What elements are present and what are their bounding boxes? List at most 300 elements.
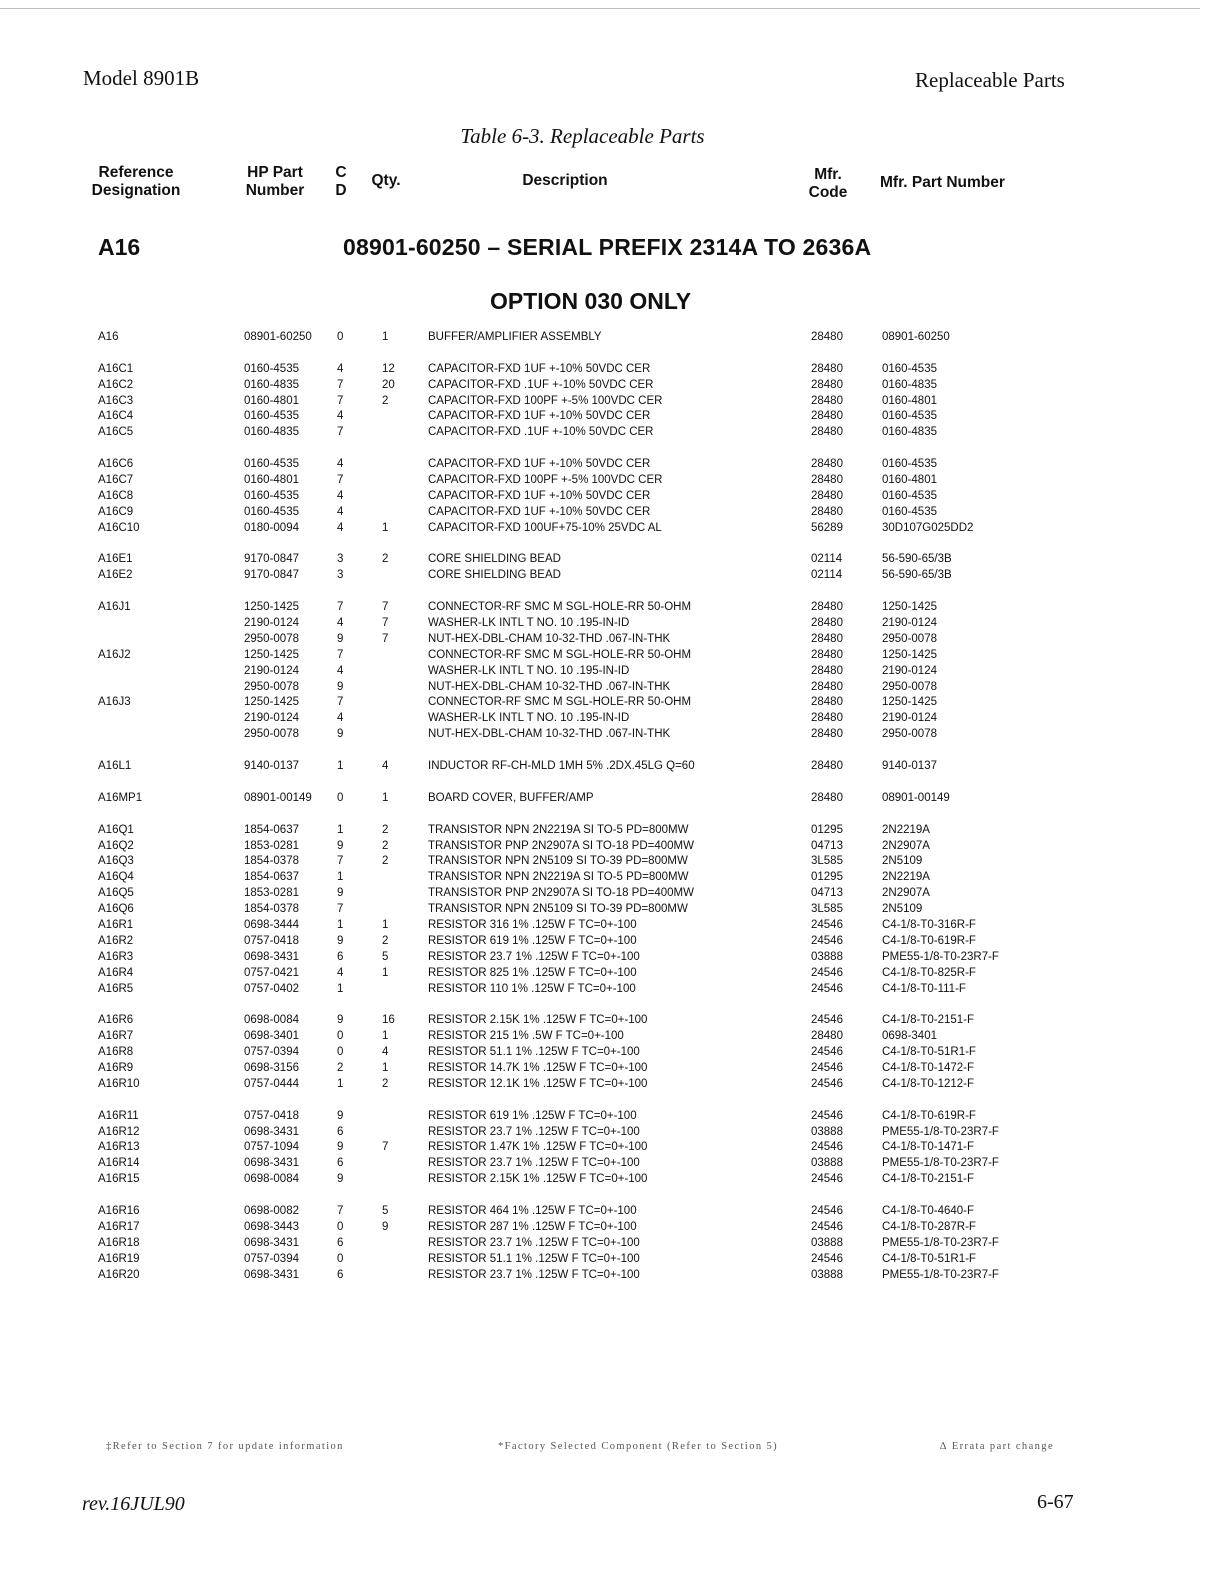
cell-reference: A16R7 (98, 1030, 134, 1043)
cell-description: CAPACITOR-FXD 1UF +-10% 50VDC CER (428, 505, 651, 518)
table-row (0, 887, 1225, 903)
table-row (0, 1141, 1225, 1157)
cell-description: RESISTOR 51.1 1% .125W F TC=0+-100 (428, 1252, 640, 1265)
cell-description: RESISTOR 14.7K 1% .125W F TC=0+-100 (428, 1061, 648, 1074)
cell-mfr-part-number: C4-1/8-T0-51R1-F (882, 1046, 976, 1059)
cell-mfr-code: 28480 (811, 648, 843, 661)
cell-hp-part-number: 1853-0281 (244, 887, 299, 900)
cell-description: RESISTOR 23.7 1% .125W F TC=0+-100 (428, 1236, 640, 1249)
col-header-reference: Reference Designation (91, 164, 181, 199)
cell-hp-part-number: 0698-3401 (244, 1030, 299, 1043)
cell-description: CAPACITOR-FXD 1UF +-10% 50VDC CER (428, 362, 651, 375)
cell-cd: 0 (337, 1030, 344, 1043)
cell-mfr-part-number: 30D107G025DD2 (882, 521, 974, 534)
cell-reference: A16R17 (98, 1220, 140, 1233)
table-row (0, 1110, 1225, 1126)
cell-mfr-code: 02114 (811, 569, 843, 582)
table-row (0, 601, 1225, 617)
assembly-serial-prefix: 08901-60250 – SERIAL PREFIX 2314A TO 2636A (343, 234, 872, 260)
cell-cd: 9 (337, 1014, 344, 1027)
cell-mfr-part-number: PME55-1/8-T0-23R7-F (882, 950, 999, 963)
cell-mfr-part-number: C4-1/8-T0-2151-F (882, 1014, 975, 1027)
cell-mfr-part-number: PME55-1/8-T0-23R7-F (882, 1157, 999, 1170)
cell-reference: A16Q3 (98, 855, 134, 868)
table-row (0, 840, 1225, 856)
cell-description: RESISTOR 12.1K 1% .125W F TC=0+-100 (428, 1077, 648, 1090)
footnote-errata: ∆ Errata part change (940, 1441, 1054, 1452)
cell-mfr-part-number: C4-1/8-T0-51R1-F (882, 1252, 976, 1265)
cell-reference: A16R13 (98, 1141, 140, 1154)
cell-qty: 5 (382, 1204, 389, 1217)
cell-description: TRANSISTOR PNP 2N2907A SI TO-18 PD=400MW (428, 839, 694, 852)
cell-description: RESISTOR 619 1% .125W F TC=0+-100 (428, 1109, 637, 1122)
table-row (0, 1078, 1225, 1094)
table-row (0, 935, 1225, 951)
cell-description: RESISTOR 23.7 1% .125W F TC=0+-100 (428, 950, 640, 963)
cell-mfr-part-number: 9140-0137 (882, 760, 937, 773)
cell-hp-part-number: 0757-1094 (244, 1141, 299, 1154)
cell-reference: A16Q2 (98, 839, 134, 852)
table-row (0, 871, 1225, 887)
cell-mfr-part-number: 0160-4535 (882, 410, 937, 423)
table-row (0, 1221, 1225, 1237)
cell-mfr-code: 28480 (811, 394, 843, 407)
cell-description: WASHER-LK INTL T NO. 10 .195-IN-ID (428, 664, 630, 677)
cell-hp-part-number: 0698-0082 (244, 1204, 299, 1217)
cell-reference: A16L1 (98, 760, 132, 773)
cell-cd: 9 (337, 680, 344, 693)
cell-description: RESISTOR 619 1% .125W F TC=0+-100 (428, 934, 637, 947)
cell-description: CORE SHIELDING BEAD (428, 569, 561, 582)
cell-description: WASHER-LK INTL T NO. 10 .195-IN-ID (428, 712, 630, 725)
cell-mfr-part-number: C4-1/8-T0-316R-F (882, 918, 976, 931)
cell-cd: 3 (337, 569, 344, 582)
cell-cd: 4 (337, 664, 344, 677)
col-header-description: Description (522, 172, 608, 189)
col-header-mfr-code: Mfr. Code (808, 166, 848, 201)
table-row (0, 855, 1225, 871)
cell-qty: 16 (382, 1014, 395, 1027)
cell-cd: 7 (337, 648, 344, 661)
cell-hp-part-number: 1854-0637 (244, 871, 299, 884)
cell-hp-part-number: 0698-0084 (244, 1173, 299, 1186)
cell-cd: 1 (337, 982, 344, 995)
cell-reference: A16Q4 (98, 871, 134, 884)
table-row (0, 951, 1225, 967)
cell-qty: 1 (382, 1030, 389, 1043)
cell-cd: 1 (337, 918, 344, 931)
cell-mfr-part-number: C4-1/8-T0-619R-F (882, 934, 976, 947)
cell-hp-part-number: 1250-1425 (244, 601, 299, 614)
table-row (0, 1030, 1225, 1046)
cell-mfr-part-number: C4-1/8-T0-2151-F (882, 1173, 975, 1186)
cell-qty: 7 (382, 617, 389, 630)
cell-mfr-code: 28480 (811, 410, 843, 423)
cell-cd: 4 (337, 489, 344, 502)
table-row (0, 1046, 1225, 1062)
cell-description: CAPACITOR-FXD 1UF +-10% 50VDC CER (428, 458, 651, 471)
cell-cd: 6 (337, 950, 344, 963)
cell-mfr-code: 03888 (811, 1157, 843, 1170)
cell-cd: 1 (337, 871, 344, 884)
cell-reference: A16J2 (98, 648, 131, 661)
cell-hp-part-number: 1250-1425 (244, 696, 299, 709)
cell-qty: 4 (382, 1046, 389, 1059)
model-header: Model 8901B (83, 66, 200, 90)
cell-description: CAPACITOR-FXD .1UF +-10% 50VDC CER (428, 426, 654, 439)
cell-mfr-code: 24546 (811, 1252, 843, 1265)
cell-mfr-part-number: 0698-3401 (882, 1030, 937, 1043)
cell-reference: A16C2 (98, 378, 134, 391)
cell-description: CAPACITOR-FXD 100UF+75-10% 25VDC AL (428, 521, 662, 534)
cell-cd: 2 (337, 1061, 344, 1074)
cell-reference: A16R19 (98, 1252, 140, 1265)
cell-cd: 0 (337, 1046, 344, 1059)
cell-qty: 12 (382, 362, 395, 375)
table-row (0, 506, 1225, 522)
cell-cd: 4 (337, 505, 344, 518)
cell-description: CONNECTOR-RF SMC M SGL-HOLE-RR 50-OHM (428, 648, 692, 661)
cell-reference: A16E2 (98, 569, 133, 582)
cell-qty: 1 (382, 1061, 389, 1074)
cell-mfr-part-number: PME55-1/8-T0-23R7-F (882, 1125, 999, 1138)
parts-table (0, 331, 1225, 1284)
table-row (0, 1237, 1225, 1253)
cell-mfr-part-number: 0160-4801 (882, 394, 937, 407)
cell-mfr-part-number: 2N2219A (882, 823, 930, 836)
cell-mfr-code: 24546 (811, 1014, 843, 1027)
cell-reference: A16R20 (98, 1268, 140, 1281)
cell-qty: 2 (382, 553, 389, 566)
cell-description: TRANSISTOR NPN 2N5109 SI TO-39 PD=800MW (428, 903, 688, 916)
footnote-update-info: ‡Refer to Section 7 for update information (106, 1441, 344, 1452)
table-row (0, 395, 1225, 411)
assembly-designation: A16 (98, 234, 141, 260)
cell-reference: A16Q1 (98, 823, 134, 836)
cell-mfr-code: 28480 (811, 1030, 843, 1043)
cell-reference: A16C8 (98, 489, 134, 502)
cell-description: RESISTOR 464 1% .125W F TC=0+-100 (428, 1204, 637, 1217)
cell-mfr-code: 24546 (811, 1220, 843, 1233)
cell-hp-part-number: 08901-00149 (244, 791, 312, 804)
cell-description: RESISTOR 287 1% .125W F TC=0+-100 (428, 1220, 637, 1233)
table-row (0, 1205, 1225, 1221)
cell-qty: 20 (382, 378, 395, 391)
cell-reference: A16E1 (98, 553, 133, 566)
cell-reference: A16J1 (98, 601, 131, 614)
cell-hp-part-number: 0160-4535 (244, 410, 299, 423)
cell-cd: 9 (337, 728, 344, 741)
cell-mfr-code: 28480 (811, 601, 843, 614)
cell-cd: 7 (337, 474, 344, 487)
cell-description: RESISTOR 2.15K 1% .125W F TC=0+-100 (428, 1173, 648, 1186)
cell-hp-part-number: 0698-3431 (244, 1125, 299, 1138)
cell-mfr-code: 28480 (811, 696, 843, 709)
cell-qty: 2 (382, 394, 389, 407)
cell-mfr-code: 01295 (811, 823, 843, 836)
cell-mfr-part-number: 1250-1425 (882, 601, 937, 614)
cell-mfr-part-number: 0160-4801 (882, 474, 937, 487)
cell-description: NUT-HEX-DBL-CHAM 10-32-THD .067-IN-THK (428, 680, 671, 693)
cell-reference: A16R9 (98, 1061, 134, 1074)
cell-cd: 3 (337, 553, 344, 566)
cell-reference: A16C6 (98, 458, 134, 471)
cell-mfr-code: 28480 (811, 426, 843, 439)
cell-reference: A16R15 (98, 1173, 140, 1186)
cell-hp-part-number: 0160-4535 (244, 505, 299, 518)
cell-description: INDUCTOR RF-CH-MLD 1MH 5% .2DX.45LG Q=60 (428, 760, 695, 773)
col-header-mfr-part-number: Mfr. Part Number (880, 174, 1005, 191)
cell-mfr-code: 24546 (811, 1061, 843, 1074)
cell-mfr-part-number: 0160-4835 (882, 378, 937, 391)
cell-hp-part-number: 0160-4835 (244, 378, 299, 391)
table-row (0, 824, 1225, 840)
cell-cd: 6 (337, 1157, 344, 1170)
col-header-hp-part: HP Part Number (245, 164, 305, 199)
cell-hp-part-number: 0698-3443 (244, 1220, 299, 1233)
cell-mfr-code: 28480 (811, 489, 843, 502)
cell-mfr-code: 28480 (811, 331, 843, 343)
cell-hp-part-number: 1853-0281 (244, 839, 299, 852)
cell-mfr-part-number: C4-1/8-T0-825R-F (882, 966, 976, 979)
cell-hp-part-number: 2950-0078 (244, 680, 299, 693)
cell-qty: 7 (382, 632, 389, 645)
cell-mfr-code: 28480 (811, 680, 843, 693)
cell-hp-part-number: 0757-0418 (244, 934, 299, 947)
cell-mfr-code: 28480 (811, 362, 843, 375)
cell-mfr-code: 24546 (811, 1204, 843, 1217)
cell-cd: 6 (337, 1236, 344, 1249)
table-row (0, 1269, 1225, 1285)
cell-mfr-code: 03888 (811, 950, 843, 963)
cell-qty: 7 (382, 601, 389, 614)
col-header-qty: Qty. (371, 172, 401, 189)
cell-cd: 7 (337, 903, 344, 916)
cell-mfr-code: 28480 (811, 505, 843, 518)
cell-hp-part-number: 0160-4535 (244, 362, 299, 375)
cell-mfr-part-number: C4-1/8-T0-1212-F (882, 1077, 975, 1090)
table-row (0, 1253, 1225, 1269)
cell-description: CAPACITOR-FXD 100PF +-5% 100VDC CER (428, 394, 663, 407)
table-row (0, 633, 1225, 649)
cell-mfr-part-number: 08901-00149 (882, 791, 950, 804)
table-row (0, 1173, 1225, 1189)
cell-mfr-code: 28480 (811, 474, 843, 487)
cell-cd: 7 (337, 394, 344, 407)
cell-description: CAPACITOR-FXD .1UF +-10% 50VDC CER (428, 378, 654, 391)
top-rule (0, 8, 1200, 9)
table-row (0, 696, 1225, 712)
cell-cd: 6 (337, 1268, 344, 1281)
cell-description: RESISTOR 825 1% .125W F TC=0+-100 (428, 966, 637, 979)
cell-mfr-part-number: C4-1/8-T0-4640-F (882, 1204, 975, 1217)
page-number: 6-67 (1037, 1491, 1074, 1513)
table-row (0, 983, 1225, 999)
cell-description: RESISTOR 1.47K 1% .125W F TC=0+-100 (428, 1141, 648, 1154)
cell-hp-part-number: 0698-3431 (244, 1268, 299, 1281)
cell-cd: 9 (337, 632, 344, 645)
cell-hp-part-number: 9140-0137 (244, 760, 299, 773)
table-row (0, 649, 1225, 665)
cell-cd: 1 (337, 760, 344, 773)
cell-reference: A16 (98, 331, 119, 343)
table-row (0, 331, 1225, 347)
cell-qty: 1 (382, 966, 389, 979)
cell-qty: 2 (382, 934, 389, 947)
cell-mfr-code: 24546 (811, 934, 843, 947)
cell-hp-part-number: 2190-0124 (244, 664, 299, 677)
cell-reference: A16C5 (98, 426, 134, 439)
cell-description: CORE SHIELDING BEAD (428, 553, 561, 566)
cell-hp-part-number: 9170-0847 (244, 553, 299, 566)
cell-reference: A16R11 (98, 1109, 139, 1122)
cell-mfr-part-number: 0160-4835 (882, 426, 937, 439)
cell-hp-part-number: 0160-4801 (244, 474, 299, 487)
table-row (0, 1062, 1225, 1078)
table-row (0, 919, 1225, 935)
cell-reference: A16C3 (98, 394, 134, 407)
cell-mfr-part-number: 56-590-65/3B (882, 569, 952, 582)
cell-qty: 4 (382, 760, 389, 773)
cell-cd: 4 (337, 712, 344, 725)
cell-reference: A16R2 (98, 934, 134, 947)
cell-mfr-code: 01295 (811, 871, 843, 884)
cell-mfr-code: 24546 (811, 918, 843, 931)
cell-mfr-part-number: 2N5109 (882, 855, 923, 868)
cell-mfr-code: 3L585 (811, 855, 843, 868)
cell-description: RESISTOR 110 1% .125W F TC=0+-100 (428, 982, 636, 995)
cell-hp-part-number: 0160-4835 (244, 426, 299, 439)
table-row (0, 1157, 1225, 1173)
cell-hp-part-number: 1854-0378 (244, 903, 299, 916)
table-row (0, 474, 1225, 490)
table-row (0, 410, 1225, 426)
table-row (0, 1126, 1225, 1142)
cell-cd: 9 (337, 1141, 344, 1154)
cell-description: RESISTOR 23.7 1% .125W F TC=0+-100 (428, 1268, 640, 1281)
table-row (0, 363, 1225, 379)
cell-reference: A16C4 (98, 410, 134, 423)
cell-hp-part-number: 0698-0084 (244, 1014, 299, 1027)
cell-qty: 1 (382, 918, 389, 931)
cell-qty: 7 (382, 1141, 389, 1154)
table-row (0, 617, 1225, 633)
cell-mfr-part-number: PME55-1/8-T0-23R7-F (882, 1268, 999, 1281)
cell-description: BUFFER/AMPLIFIER ASSEMBLY (428, 331, 602, 343)
cell-reference: A16R3 (98, 950, 134, 963)
cell-qty: 1 (382, 521, 389, 534)
cell-hp-part-number: 0698-3156 (244, 1061, 299, 1074)
table-row (0, 792, 1225, 808)
cell-reference: A16C7 (98, 474, 134, 487)
cell-reference: A16R4 (98, 966, 134, 979)
cell-cd: 0 (337, 1220, 344, 1233)
cell-cd: 4 (337, 410, 344, 423)
table-row (0, 728, 1225, 744)
cell-hp-part-number: 0698-3444 (244, 918, 299, 931)
cell-mfr-part-number: C4-1/8-T0-619R-F (882, 1109, 976, 1122)
cell-mfr-part-number: 2N2219A (882, 871, 930, 884)
cell-description: CAPACITOR-FXD 100PF +-5% 100VDC CER (428, 474, 663, 487)
cell-cd: 6 (337, 1125, 344, 1138)
col-header-cd: C D (335, 164, 347, 199)
cell-mfr-part-number: C4-1/8-T0-111-F (882, 982, 966, 995)
table-row (0, 760, 1225, 776)
cell-mfr-code: 56289 (811, 521, 843, 534)
cell-mfr-part-number: C4-1/8-T0-287R-F (882, 1220, 976, 1233)
table-row (0, 458, 1225, 474)
cell-hp-part-number: 0160-4535 (244, 489, 299, 502)
cell-hp-part-number: 0698-3431 (244, 950, 299, 963)
cell-hp-part-number: 0757-0402 (244, 982, 299, 995)
cell-mfr-code: 28480 (811, 617, 843, 630)
cell-hp-part-number: 0698-3431 (244, 1236, 299, 1249)
cell-mfr-part-number: 2950-0078 (882, 680, 937, 693)
cell-description: CAPACITOR-FXD 1UF +-10% 50VDC CER (428, 489, 651, 502)
cell-mfr-code: 24546 (811, 966, 843, 979)
table-row (0, 490, 1225, 506)
cell-hp-part-number: 2950-0078 (244, 632, 299, 645)
cell-qty: 2 (382, 823, 389, 836)
cell-description: NUT-HEX-DBL-CHAM 10-32-THD .067-IN-THK (428, 728, 671, 741)
cell-cd: 4 (337, 617, 344, 630)
cell-hp-part-number: 1854-0378 (244, 855, 299, 868)
cell-mfr-code: 24546 (811, 1046, 843, 1059)
cell-qty: 2 (382, 855, 389, 868)
section-header: Replaceable Parts (915, 68, 1065, 92)
cell-description: RESISTOR 23.7 1% .125W F TC=0+-100 (428, 1157, 640, 1170)
table-row (0, 553, 1225, 569)
cell-cd: 0 (337, 1252, 344, 1265)
footnote-factory-selected: *Factory Selected Component (Refer to Section 5) (498, 1441, 779, 1452)
cell-reference: A16R1 (98, 918, 134, 931)
cell-hp-part-number: 2190-0124 (244, 617, 299, 630)
table-title: Table 6-3. Replaceable Parts (460, 124, 705, 148)
cell-cd: 7 (337, 855, 344, 868)
cell-cd: 7 (337, 378, 344, 391)
cell-reference: A16MP1 (98, 791, 143, 804)
cell-hp-part-number: 0160-4535 (244, 458, 299, 471)
cell-hp-part-number: 2950-0078 (244, 728, 299, 741)
cell-cd: 4 (337, 362, 344, 375)
cell-hp-part-number: 0757-0444 (244, 1077, 299, 1090)
cell-description: RESISTOR 2.15K 1% .125W F TC=0+-100 (428, 1014, 648, 1027)
cell-cd: 7 (337, 601, 344, 614)
cell-cd: 9 (337, 887, 344, 900)
cell-reference: A16Q5 (98, 887, 134, 900)
cell-description: RESISTOR 23.7 1% .125W F TC=0+-100 (428, 1125, 640, 1138)
cell-hp-part-number: 2190-0124 (244, 712, 299, 725)
cell-mfr-part-number: 1250-1425 (882, 696, 937, 709)
cell-hp-part-number: 0180-0094 (244, 521, 299, 534)
table-row (0, 712, 1225, 728)
cell-cd: 9 (337, 1173, 344, 1186)
table-row (0, 903, 1225, 919)
cell-cd: 9 (337, 839, 344, 852)
cell-mfr-part-number: C4-1/8-T0-1471-F (882, 1141, 975, 1154)
cell-mfr-code: 28480 (811, 632, 843, 645)
cell-cd: 7 (337, 426, 344, 439)
cell-mfr-code: 24546 (811, 1109, 843, 1122)
cell-mfr-code: 04713 (811, 887, 843, 900)
cell-mfr-code: 28480 (811, 458, 843, 471)
cell-reference: A16C9 (98, 505, 134, 518)
cell-reference: A16C10 (98, 521, 140, 534)
table-row (0, 665, 1225, 681)
cell-mfr-code: 02114 (811, 553, 843, 566)
cell-hp-part-number: 0160-4801 (244, 394, 299, 407)
cell-qty: 1 (382, 791, 389, 804)
